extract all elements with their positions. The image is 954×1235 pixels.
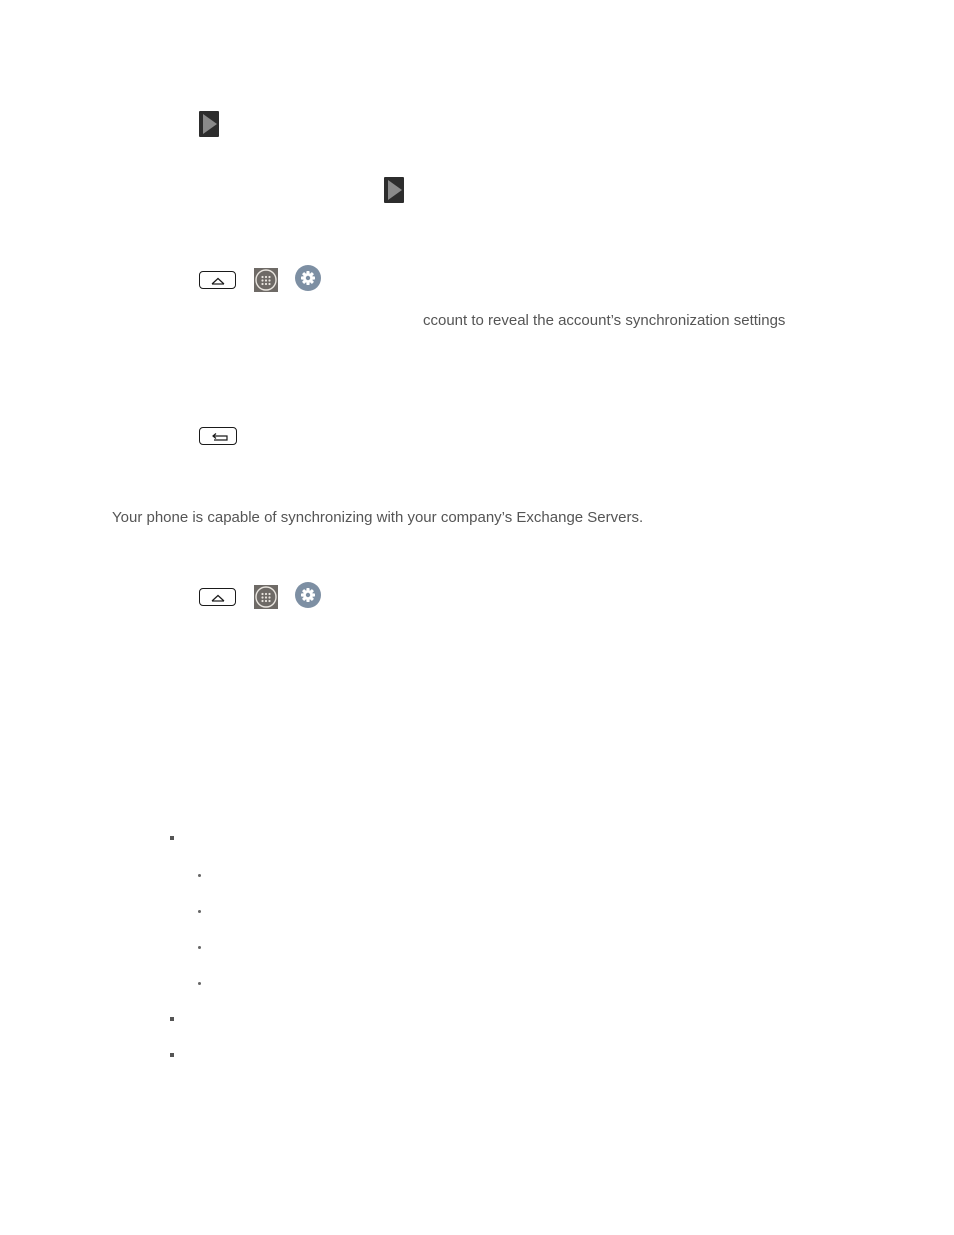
back-key-icon	[199, 427, 237, 445]
settings-gear-icon	[295, 265, 321, 291]
sub-list-bullet	[198, 982, 201, 985]
list-bullet	[170, 1017, 174, 1021]
list-bullet	[170, 1053, 174, 1057]
exchange-intro-text: Your phone is capable of synchronizing with your company’s Exchange Servers.	[112, 509, 644, 526]
list-bullet	[170, 836, 174, 840]
sync-settings-text: ccount to reveal the account’s synchronization settings	[423, 312, 786, 329]
play-arrow-icon	[199, 111, 219, 137]
play-arrow-icon	[384, 177, 404, 203]
sub-list-bullet	[198, 946, 201, 949]
sub-list-bullet	[198, 874, 201, 877]
sub-list-bullet	[198, 910, 201, 913]
home-key-icon	[199, 271, 236, 289]
apps-grid-icon	[254, 585, 278, 609]
settings-gear-icon	[295, 582, 321, 608]
apps-grid-icon	[254, 268, 278, 292]
home-key-icon	[199, 588, 236, 606]
